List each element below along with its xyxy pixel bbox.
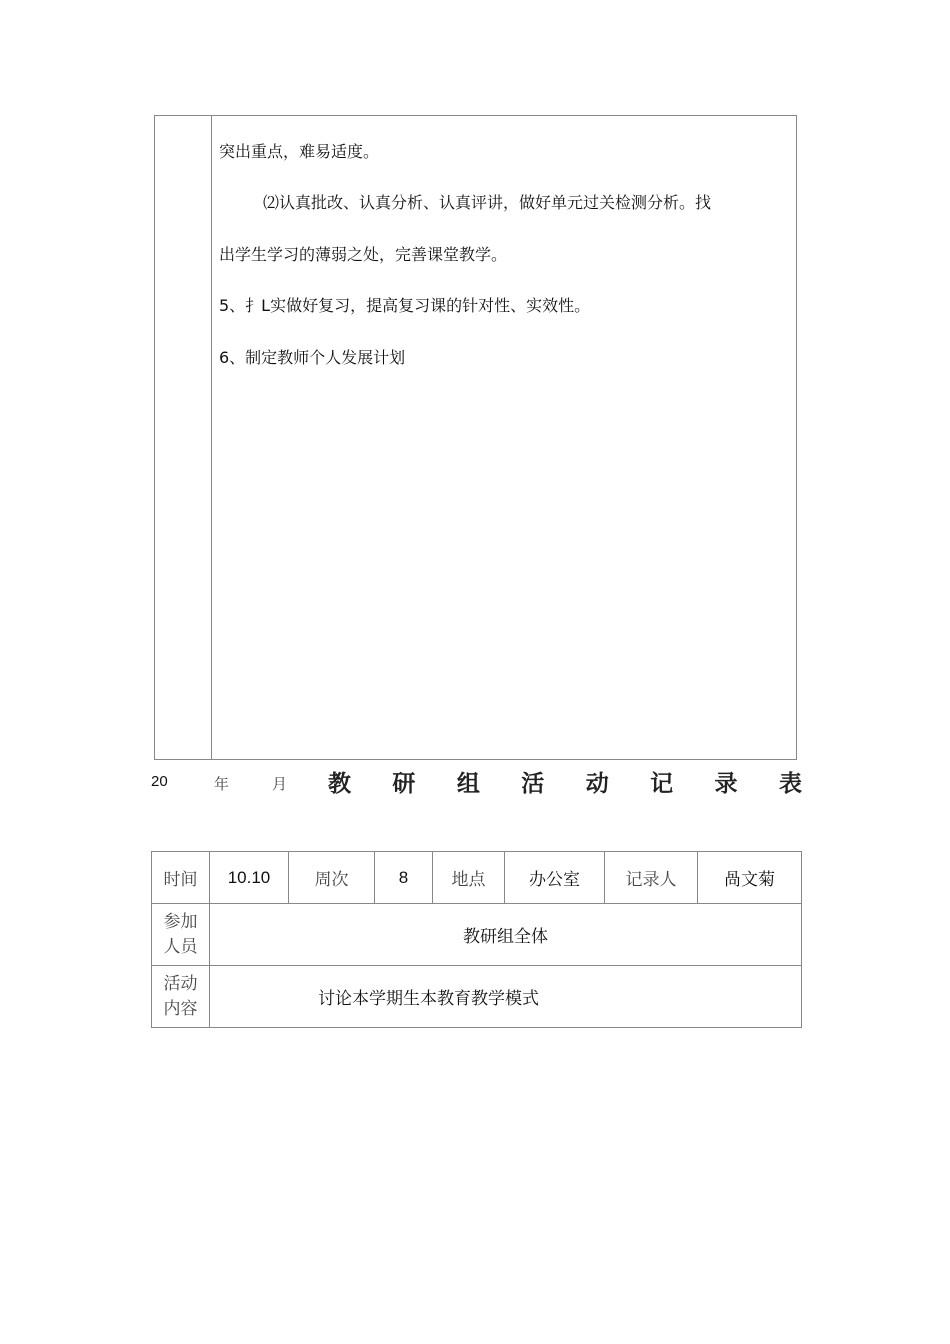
title-char: 录 <box>714 770 738 797</box>
activity-record-table <box>151 851 802 1028</box>
place-label: 地点 <box>433 852 505 904</box>
title-char: 教 <box>328 770 351 797</box>
continuation-label-column <box>155 116 212 759</box>
participants-label-line: 人员 <box>163 936 198 957</box>
year-number: 20 <box>151 773 168 790</box>
title-char: 动 <box>585 770 609 797</box>
recorder-label: 记录人 <box>605 852 698 904</box>
content-value: 讨论本学期生本教育教学模式 <box>210 966 802 1028</box>
content-line: 5、扌L实做好复习，提高复习课的针对性、实效性。 <box>219 296 591 315</box>
title-char: 研 <box>392 770 416 797</box>
participants-value: 教研组全体 <box>210 904 802 966</box>
content-line: 突出重点，难易适度。 <box>219 142 380 161</box>
participants-label <box>152 904 210 966</box>
time-label: 时间 <box>152 852 210 904</box>
content-line: ⑵认真批改、认真分析、认真评讲，做好单元过关检测分析。找 <box>263 193 712 212</box>
record-title-row <box>150 766 802 796</box>
title-char: 记 <box>650 770 674 797</box>
table-row <box>152 966 802 1028</box>
content-line: 6、制定教师个人发展计划 <box>219 348 406 367</box>
place-value: 办公室 <box>505 852 605 904</box>
content-label <box>152 966 210 1028</box>
week-value: 8 <box>375 852 433 904</box>
title-char: 组 <box>456 770 480 797</box>
participants-label-line: 参加 <box>163 911 198 932</box>
record-title <box>328 766 802 796</box>
title-char: 活 <box>521 770 545 797</box>
table-row <box>152 852 802 904</box>
content-label-line: 活动 <box>163 973 198 994</box>
continuation-table <box>154 115 797 760</box>
content-label-line: 内容 <box>163 998 198 1019</box>
month-label: 月 <box>272 775 288 793</box>
year-label: 年 <box>214 775 230 793</box>
table-row <box>152 904 802 966</box>
week-label: 周次 <box>289 852 375 904</box>
time-value: 10.10 <box>210 852 289 904</box>
content-line: 出学生学习的薄弱之处，完善课堂教学。 <box>219 245 508 264</box>
title-char: 表 <box>778 770 802 797</box>
recorder-value: 咼文菊 <box>698 852 802 904</box>
